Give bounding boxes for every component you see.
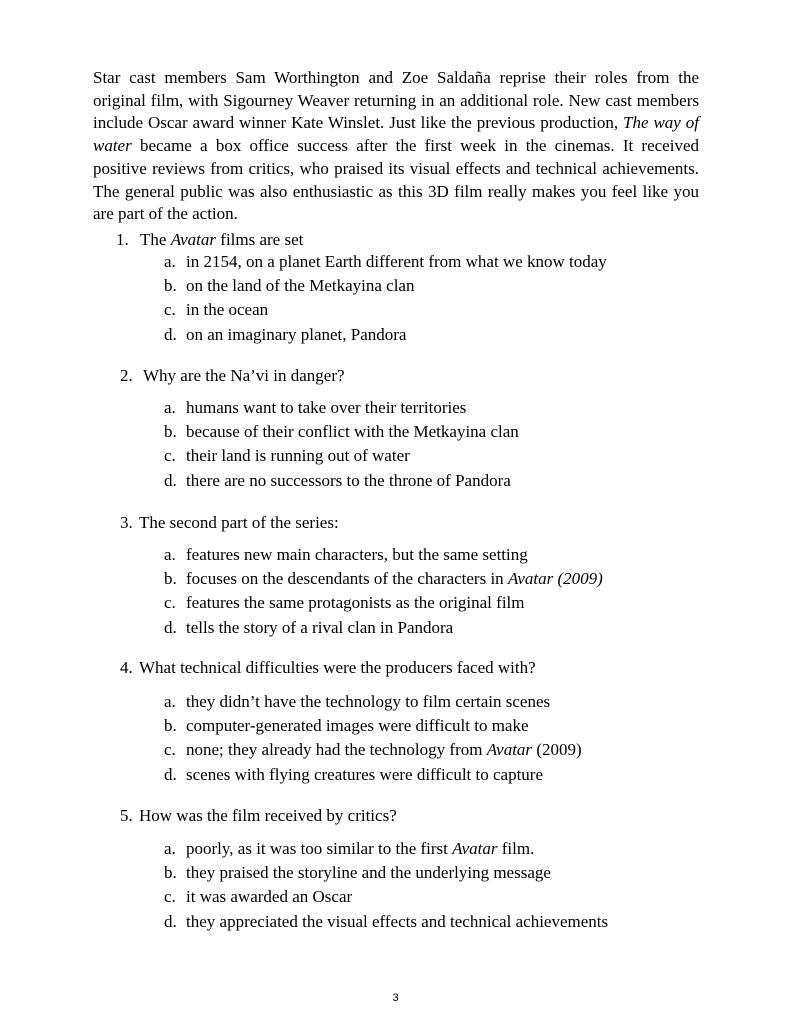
option-item[interactable] xyxy=(164,764,582,788)
option-item[interactable] xyxy=(164,544,603,568)
question-5 xyxy=(120,805,397,827)
option-italic: Avatar (2009) xyxy=(507,569,603,589)
question-text: What technical difficulties were the producers faced with? xyxy=(139,658,536,677)
option-text: features new main characters, but the same setting xyxy=(186,545,528,564)
option-italic: Avatar xyxy=(486,740,533,760)
option-item[interactable] xyxy=(164,739,582,763)
option-text-end: (2009) xyxy=(532,740,582,760)
option-text: because of their conflict with the Metkayina clan xyxy=(186,422,519,442)
option-text: tells the story of a rival clan in Pandora xyxy=(186,617,454,637)
question-number: 4. xyxy=(120,658,133,677)
option-text: features the same protagonists as the original film xyxy=(186,593,525,613)
option-item[interactable] xyxy=(164,715,582,739)
option-item[interactable] xyxy=(164,324,607,348)
option-text: they praised the storyline and the underlying message xyxy=(186,863,551,883)
option-italic: Avatar xyxy=(452,839,498,858)
question-number: 3. xyxy=(120,513,133,532)
option-text: scenes with flying creatures were difficult to capture xyxy=(186,764,544,784)
option-item[interactable] xyxy=(164,251,607,275)
option-letter: c. xyxy=(164,593,176,613)
question-number: 2. xyxy=(120,366,133,385)
option-item[interactable] xyxy=(164,838,608,862)
option-text: their land is running out of water xyxy=(186,446,410,466)
option-text: on the land of the Metkayina clan xyxy=(186,276,415,296)
option-letter: b. xyxy=(164,422,177,442)
page-number: 3 xyxy=(392,992,399,1004)
option-letter: a. xyxy=(164,692,176,711)
option-item[interactable] xyxy=(164,691,582,715)
question-4 xyxy=(120,657,536,679)
paragraph-text-1: Star cast members Sam Worthington and Zoe Saldaña reprise their roles from the original film, with Sigourney Weaver returning in an additional role. New cast members include Oscar award winner Kate Winslet. Just like the previous production, xyxy=(93,68,699,133)
option-text: poorly, as it was too similar to the first xyxy=(186,839,453,858)
intro-paragraph xyxy=(93,67,699,226)
option-item[interactable] xyxy=(164,445,519,469)
option-letter: d. xyxy=(164,324,177,344)
option-text: on an imaginary planet, Pandora xyxy=(186,324,407,344)
option-letter: a. xyxy=(164,545,176,564)
question-italic: Avatar xyxy=(170,230,217,249)
option-item[interactable] xyxy=(164,421,519,445)
question-text-end: films are set xyxy=(216,230,304,249)
option-text: they appreciated the visual effects and technical achievements xyxy=(186,911,609,931)
option-text: it was awarded an Oscar xyxy=(186,887,353,907)
option-text: in 2154, on a planet Earth different from what we know today xyxy=(186,252,607,271)
option-letter: a. xyxy=(164,398,176,417)
option-text: humans want to take over their territories xyxy=(186,398,467,417)
option-item[interactable] xyxy=(164,886,608,910)
question-number: 1. xyxy=(116,230,129,249)
option-letter: a. xyxy=(164,839,176,858)
option-item[interactable] xyxy=(164,617,603,641)
option-item[interactable] xyxy=(164,911,608,935)
question-5-options xyxy=(164,838,608,935)
option-item[interactable] xyxy=(164,862,608,886)
question-4-options xyxy=(164,691,582,788)
question-number: 5. xyxy=(120,806,133,825)
question-text: How was the film received by critics? xyxy=(139,806,397,825)
option-text-end: film. xyxy=(497,839,535,858)
question-1 xyxy=(116,229,303,251)
option-text: there are no successors to the throne of Pandora xyxy=(186,470,511,490)
option-letter: d. xyxy=(164,911,177,931)
option-letter: d. xyxy=(164,764,177,784)
option-item[interactable] xyxy=(164,592,603,616)
option-item[interactable] xyxy=(164,299,607,323)
question-2-options xyxy=(164,397,519,494)
option-letter: c. xyxy=(164,446,176,466)
film-title: The way of water xyxy=(93,113,699,156)
question-text: The second part of the series: xyxy=(139,513,339,532)
question-1-options xyxy=(164,251,607,348)
option-text: in the ocean xyxy=(186,300,269,320)
option-item[interactable] xyxy=(164,568,603,592)
option-text: computer-generated images were difficult to make xyxy=(186,716,529,736)
option-item[interactable] xyxy=(164,470,519,494)
option-item[interactable] xyxy=(164,397,519,421)
option-letter: d. xyxy=(164,617,177,637)
option-letter: c. xyxy=(164,740,176,760)
question-text: The xyxy=(140,230,171,249)
option-letter: b. xyxy=(164,716,177,736)
question-text: Why are the Na’vi in danger? xyxy=(143,366,345,385)
option-letter: d. xyxy=(164,470,177,490)
option-letter: c. xyxy=(164,300,176,320)
option-text: they didn’t have the technology to film certain scenes xyxy=(186,692,551,711)
option-item[interactable] xyxy=(164,275,607,299)
option-text: none; they already had the technology from xyxy=(186,740,487,760)
option-letter: b. xyxy=(164,569,177,589)
question-2 xyxy=(120,365,345,387)
option-letter: b. xyxy=(164,863,177,883)
paragraph-text-2: became a box office success after the first week in the cinemas. It received positive reviews from critics, who praised its visual effects and technical achievements. The general public was also enthusiastic as this 3D film really makes you feel like you are part of the action. xyxy=(93,136,699,224)
option-letter: b. xyxy=(164,276,177,296)
question-3-options xyxy=(164,544,603,641)
option-text: focuses on the descendants of the characters in xyxy=(186,569,508,589)
question-3 xyxy=(120,512,339,534)
option-letter: c. xyxy=(164,887,176,907)
option-letter: a. xyxy=(164,252,176,271)
